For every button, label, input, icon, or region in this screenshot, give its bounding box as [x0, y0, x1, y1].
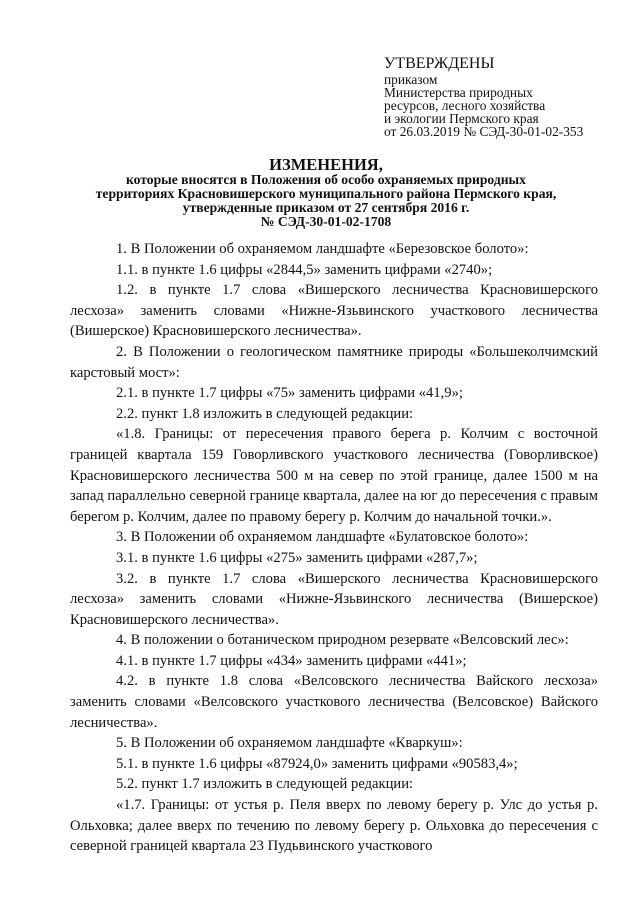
clause-3: 3. В Положении об охраняемом ландшафте «Булатовское болото»: [116, 529, 529, 546]
document-title [56, 157, 596, 229]
approval-line: от 26.03.2019 № СЭД-30-01-02-353 [384, 124, 584, 139]
clause-3-1: 3.1. в пункте 1.6 цифры «275» заменить цифрами «287,7»; [116, 549, 478, 566]
approval-line: ресурсов, лесного хозяйства [384, 98, 546, 113]
approval-heading: УТВЕРЖДЕНЫ [384, 55, 495, 72]
title-heading: ИЗМЕНЕНИЯ, [269, 155, 383, 174]
clause-4-1: 4.1. в пункте 1.7 цифры «434» заменить цифрами «441»; [116, 652, 467, 669]
approval-block [384, 56, 624, 138]
title-line: № СЭД-30-01-02-1708 [260, 214, 392, 229]
clause-2-2: 2.2. пункт 1.8 изложить в следующей редакции: [116, 405, 414, 422]
clause-5-2: 5.2. пункт 1.7 изложить в следующей редакции: [116, 776, 414, 793]
title-line: которые вносятся в Положения об особо охраняемых природных [126, 172, 526, 187]
document-body [70, 239, 598, 857]
clause-1-2: 1.2. в пункте 1.7 слова «Вишерского лесничества Красновишерского лесхоза» заменить словами «Нижне-Язьвинского участкового лесничества (Вишерское) Красновишерского лесничества». [70, 282, 598, 340]
clause-2: 2. В Положении о геологическом памятнике природы «Большеколчимский карстовый мост»: [70, 343, 598, 381]
clause-2-1: 2.1. в пункте 1.7 цифры «75» заменить цифрами «41,9»; [116, 385, 463, 402]
approval-line: приказом [384, 72, 438, 87]
clause-3-2: 3.2. в пункте 1.7 слова «Вишерского лесничества Красновишерского лесхоза» заменить словами «Нижне-Язьвинского лесничества (Вишерское) Красновишерского лесничества». [70, 570, 598, 628]
clause-5: 5. В Положении об охраняемом ландшафте «Кваркуш»: [116, 735, 463, 752]
clause-5-1: 5.1. в пункте 1.6 цифры «87924,0» заменить цифрами «90583,4»; [116, 755, 518, 772]
clause-1: 1. В Положении об охраняемом ландшафте «Березовское болото»: [116, 241, 529, 257]
clause-2-2-text: «1.8. Границы: от пересечения правого берега р. Колчим с восточной границей квартала 159 Говорливского участкового лесничества (Говорливское) Красновишерского лесничества 500 м на север по этой границе, далее 1500 м на запад параллельно северной границе квартала, далее на юг до пересечения с правым берегом р. Колчим, далее по правому берегу р. Колчим до начальной точки.». [70, 426, 598, 525]
clause-1-1: 1.1. в пункте 1.6 цифры «2844,5» заменить цифрами «2740»; [116, 261, 493, 278]
title-line: территориях Красновишерского муниципального района Пермского края, [95, 186, 557, 201]
clause-4-2: 4.2. в пункте 1.8 слова «Велсовского лесничества Вайского лесхоза» заменить словами «Велсовского участкового лесничества (Велсовское) Вайского лесничества». [70, 673, 598, 731]
approval-line: и экологии Пермского края [384, 111, 539, 126]
clause-5-2-text: «1.7. Границы: от устья р. Пеля вверх по левому берегу р. Улс до устья р. Ольховка; далее вверх по течению по левому берегу р. Ольховка до пересечения с северной границей квартала 23 Пудьвинского участкового [70, 797, 598, 855]
clause-4: 4. В положении о ботаническом природном резервате «Велсовский лес»: [116, 632, 569, 649]
approval-line: Министерства природных [384, 85, 533, 100]
title-line: утвержденные приказом от 27 сентября 2016 г. [182, 200, 470, 215]
